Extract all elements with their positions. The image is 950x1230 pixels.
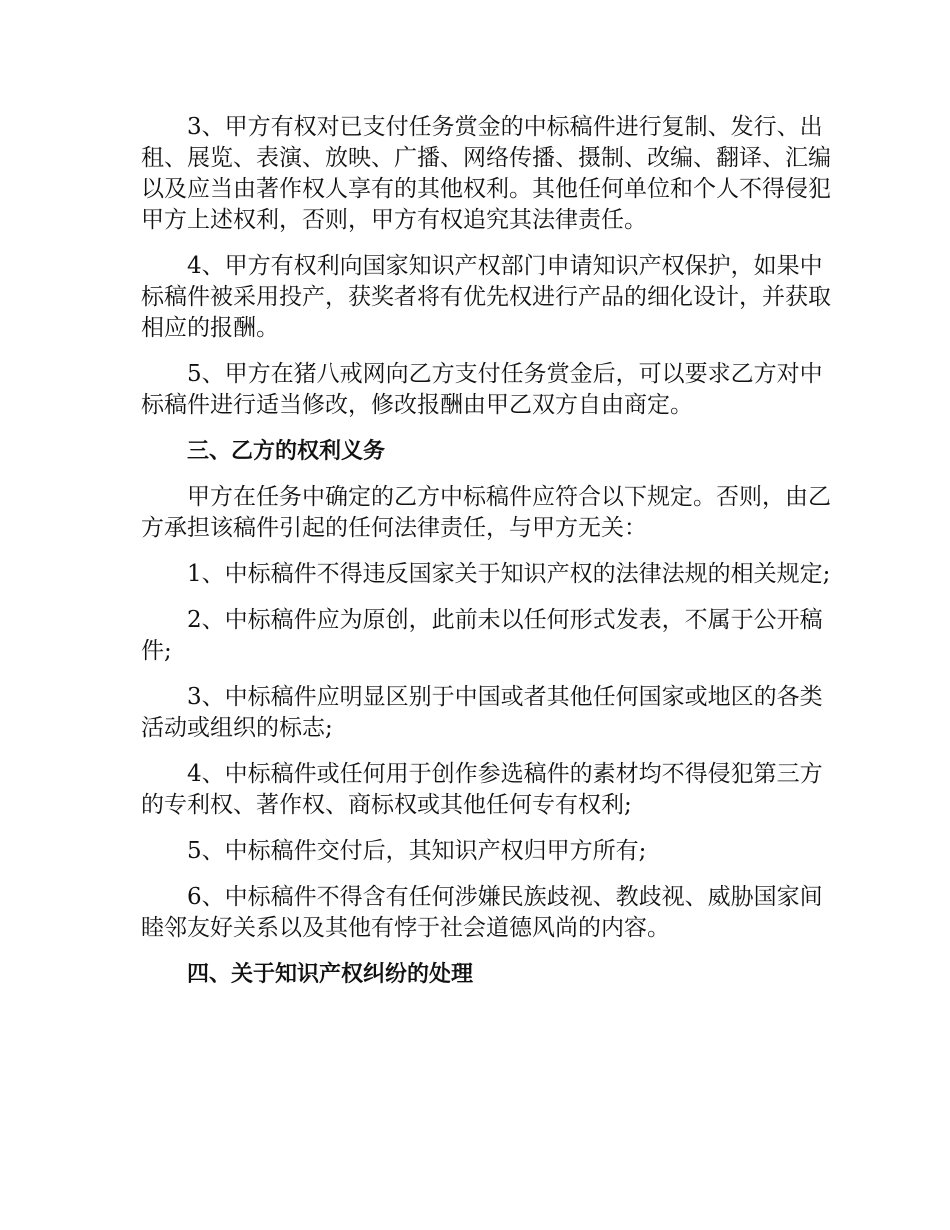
paragraph-requirement-1: 1、中标稿件不得违反国家关于知识产权的法律法规的相关规定;: [187, 561, 831, 587]
paragraph-clause-5: 5、甲方在猪八戒网向乙方支付任务赏金后，可以要求乙方对中标稿件进行适当修改，修改报酬由甲乙双方自由商定。: [141, 361, 823, 418]
document-page: [141, 112, 831, 1005]
section-heading-ip-disputes: 四、关于知识产权纠纷的处理: [187, 962, 474, 987]
paragraph-clause-3: 3、甲方有权对已支付任务赏金的中标稿件进行复制、发行、出租、展览、表演、放映、广播、网络传播、摄制、改编、翻译、汇编以及应当由著作权人享有的其他权利。其他任何单位和个人不得侵犯甲方上述权利，否则，甲方有权追究其法律责任。: [141, 114, 831, 233]
paragraph-intro-requirements: 甲方在任务中确定的乙方中标稿件应符合以下规定。否则，由乙方承担该稿件引起的任何法律责任，与甲方无关：: [141, 484, 831, 541]
paragraph-requirement-6: 6、中标稿件不得含有任何涉嫌民族歧视、教歧视、威胁国家间睦邻友好关系以及其他有悖于社会道德风尚的内容。: [141, 884, 823, 941]
paragraph-requirement-2: 2、中标稿件应为原创，此前未以任何形式发表，不属于公开稿件;: [141, 607, 823, 664]
paragraph-requirement-4: 4、中标稿件或任何用于创作参选稿件的素材均不得侵犯第三方的专利权、著作权、商标权或其他任何专有权利;: [141, 761, 823, 818]
paragraph-requirement-3: 3、中标稿件应明显区别于中国或者其他任何国家或地区的各类活动或组织的标志;: [141, 684, 823, 741]
paragraph-requirement-5: 5、中标稿件交付后，其知识产权归甲方所有;: [187, 838, 647, 864]
section-heading-party-b-rights: 三、乙方的权利义务: [187, 439, 386, 464]
paragraph-clause-4: 4、甲方有权利向国家知识产权部门申请知识产权保护，如果中标稿件被采用投产，获奖者将有优先权进行产品的细化设计，并获取相应的报酬。: [141, 253, 831, 341]
